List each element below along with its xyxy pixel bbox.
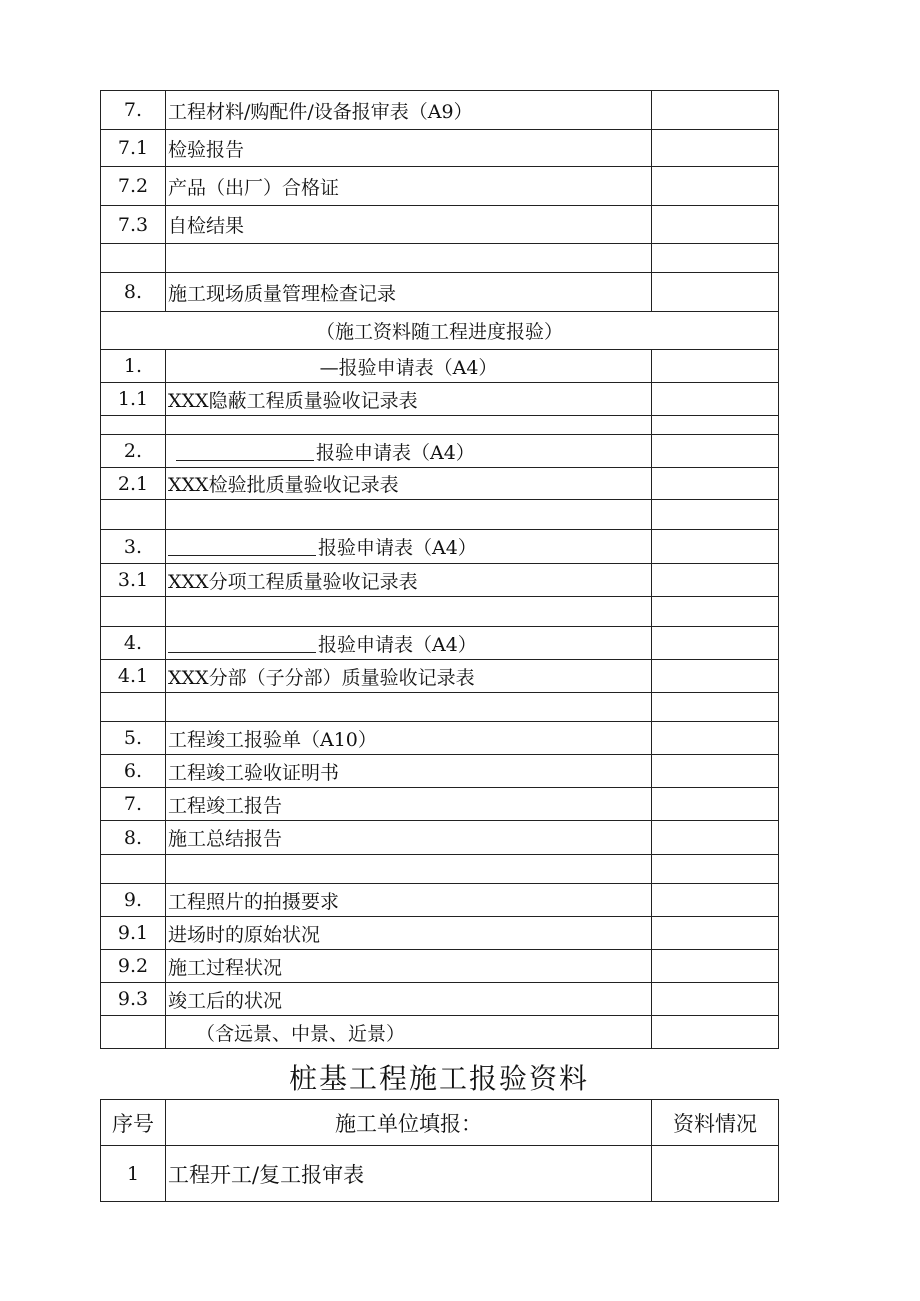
row-description (166, 597, 652, 627)
table-header-row (101, 1100, 779, 1146)
row-number: 1.1 (101, 383, 166, 416)
row-number: 2. (101, 435, 166, 468)
table-row-empty (101, 416, 779, 435)
row-number: 7. (101, 91, 166, 130)
status-cell[interactable] (652, 1016, 779, 1049)
row-description: 工程竣工验收证明书 (166, 755, 652, 788)
table-row (101, 273, 779, 312)
row-description: 工程照片的拍摄要求 (166, 884, 652, 917)
header-contractor-report: 施工单位填报： (166, 1100, 652, 1146)
row-description: XXX隐蔽工程质量验收记录表 (166, 383, 652, 416)
row-number: 3. (101, 530, 166, 564)
status-cell[interactable] (652, 206, 779, 244)
table-row (101, 627, 779, 660)
fill-in-blank[interactable] (176, 442, 314, 461)
table-row (101, 983, 779, 1016)
row-number (101, 500, 166, 530)
row-description: XXX分项工程质量验收记录表 (166, 564, 652, 597)
table-row (101, 755, 779, 788)
status-cell[interactable] (652, 244, 779, 273)
status-cell[interactable] (652, 597, 779, 627)
row-description: —报验申请表（A4） (166, 350, 652, 383)
table-row (101, 468, 779, 500)
row-number: 7.1 (101, 130, 166, 167)
status-cell[interactable] (652, 821, 779, 855)
status-cell[interactable] (652, 564, 779, 597)
status-cell[interactable] (652, 383, 779, 416)
row-description-cell (166, 530, 652, 564)
table-row (101, 383, 779, 416)
row-description (166, 500, 652, 530)
fill-in-blank[interactable] (168, 634, 316, 653)
row-description: 检验报告 (166, 130, 652, 167)
table-row-empty (101, 855, 779, 884)
table-row-empty (101, 500, 779, 530)
row-description: 施工现场质量管理检查记录 (166, 273, 652, 312)
row-description: 工程材料/购配件/设备报审表（A9） (166, 91, 652, 130)
row-description (166, 693, 652, 722)
row-number (101, 855, 166, 884)
table-row (101, 950, 779, 983)
status-cell[interactable] (652, 91, 779, 130)
header-material-status: 资料情况 (652, 1100, 779, 1146)
section-row (101, 312, 779, 350)
row-number: 3.1 (101, 564, 166, 597)
table-row-empty (101, 244, 779, 273)
status-cell[interactable] (652, 693, 779, 722)
status-cell[interactable] (652, 530, 779, 564)
pile-foundation-table (100, 1099, 779, 1202)
status-cell[interactable] (652, 855, 779, 884)
table-row (101, 821, 779, 855)
row-number: 9. (101, 884, 166, 917)
table-row (101, 1146, 779, 1202)
row-description (166, 244, 652, 273)
row-number: 1 (101, 1146, 166, 1202)
status-cell[interactable] (652, 722, 779, 755)
row-number: 1. (101, 350, 166, 383)
status-cell[interactable] (652, 627, 779, 660)
table-row (101, 884, 779, 917)
row-number (101, 693, 166, 722)
table-row (101, 350, 779, 383)
row-description: 工程开工/复工报审表 (166, 1146, 652, 1202)
row-number: 5. (101, 722, 166, 755)
table-row (101, 530, 779, 564)
row-number: 9.2 (101, 950, 166, 983)
row-description: 工程竣工报告 (166, 788, 652, 821)
fill-in-blank[interactable] (168, 537, 316, 556)
row-description: 产品（出厂）合格证 (166, 167, 652, 206)
row-number: 7.3 (101, 206, 166, 244)
section-caption: （施工资料随工程进度报验） (101, 312, 779, 350)
row-number: 2.1 (101, 468, 166, 500)
row-number (101, 244, 166, 273)
header-number: 序号 (101, 1100, 166, 1146)
row-number: 8. (101, 821, 166, 855)
row-number (101, 416, 166, 435)
status-cell[interactable] (652, 917, 779, 950)
row-description (166, 855, 652, 884)
table-row (101, 91, 779, 130)
table-row-empty (101, 597, 779, 627)
status-cell[interactable] (652, 435, 779, 468)
status-cell[interactable] (652, 273, 779, 312)
status-cell[interactable] (652, 983, 779, 1016)
table-row (101, 167, 779, 206)
status-cell[interactable] (652, 468, 779, 500)
row-number (101, 1016, 166, 1049)
row-number: 9.3 (101, 983, 166, 1016)
table-row (101, 130, 779, 167)
row-number: 9.1 (101, 917, 166, 950)
row-number: 6. (101, 755, 166, 788)
row-description: XXX分部（子分部）质量验收记录表 (166, 660, 652, 693)
table-row-empty (101, 693, 779, 722)
row-description: （含远景、中景、近景） (166, 1016, 652, 1049)
row-description: 施工总结报告 (166, 821, 652, 855)
row-number: 4. (101, 627, 166, 660)
status-cell[interactable] (652, 416, 779, 435)
table-row (101, 1016, 779, 1049)
row-description (166, 416, 652, 435)
status-cell[interactable] (652, 167, 779, 206)
table-row (101, 435, 779, 468)
status-cell[interactable] (652, 755, 779, 788)
status-cell[interactable] (652, 788, 779, 821)
row-description-cell (166, 627, 652, 660)
row-description: 报验申请表（A4） (318, 633, 477, 656)
status-cell[interactable] (652, 350, 779, 383)
row-description: 报验申请表（A4） (318, 537, 477, 559)
status-cell[interactable] (652, 950, 779, 983)
row-description: XXX检验批质量验收记录表 (166, 468, 652, 500)
table-row (101, 722, 779, 755)
table-row (101, 917, 779, 950)
status-cell[interactable] (652, 130, 779, 167)
status-cell[interactable] (652, 884, 779, 917)
row-description: 工程竣工报验单（A10） (166, 722, 652, 755)
table-row (101, 660, 779, 693)
document-table-continued (100, 90, 779, 1049)
status-cell[interactable] (652, 1146, 779, 1202)
status-cell[interactable] (652, 660, 779, 693)
row-number: 7. (101, 788, 166, 821)
row-description: 竣工后的状况 (166, 983, 652, 1016)
row-description: 进场时的原始状况 (166, 917, 652, 950)
row-description: 自检结果 (166, 206, 652, 244)
section-title: 桩基工程施工报验资料 (288, 1062, 589, 1095)
table-row (101, 206, 779, 244)
row-description-cell (166, 435, 652, 468)
row-number (101, 597, 166, 627)
row-number: 7.2 (101, 167, 166, 206)
row-number: 8. (101, 273, 166, 312)
row-description: 报验申请表（A4） (316, 441, 475, 464)
row-description: 施工过程状况 (166, 950, 652, 983)
status-cell[interactable] (652, 500, 779, 530)
table-row (101, 564, 779, 597)
row-number: 4.1 (101, 660, 166, 693)
table-row (101, 788, 779, 821)
